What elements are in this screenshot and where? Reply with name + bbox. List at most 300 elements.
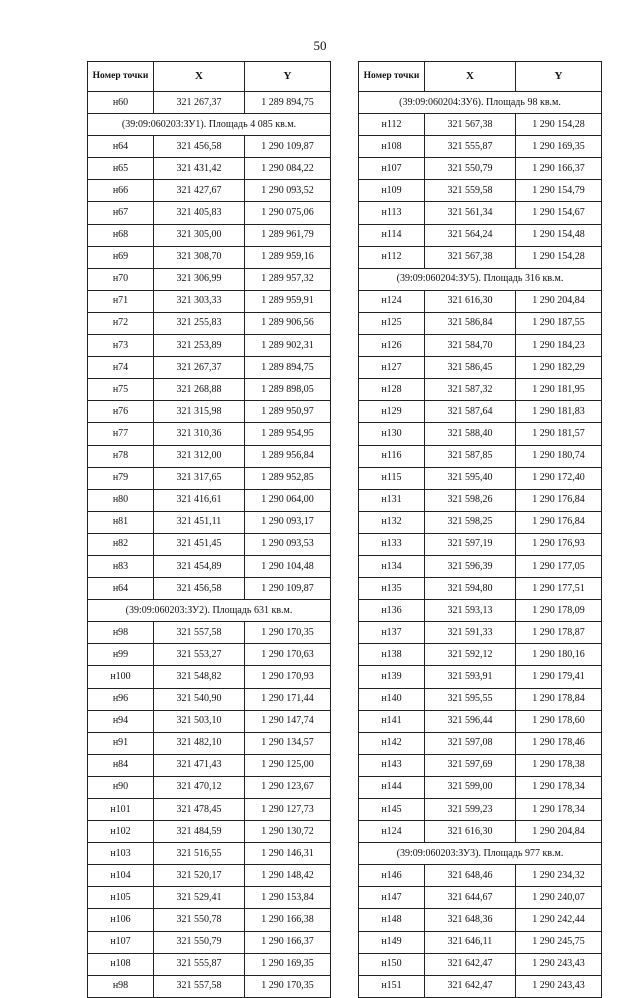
- y-coordinate-cell: 1 290 178,34: [516, 799, 602, 821]
- x-coordinate-cell: 321 516,55: [154, 843, 245, 865]
- y-coordinate-cell: 1 290 243,43: [516, 953, 602, 975]
- x-coordinate-cell: 321 599,23: [425, 799, 516, 821]
- y-coordinate-cell: 1 290 170,35: [245, 622, 331, 644]
- point-number-cell: н90: [88, 776, 154, 798]
- table-header-row: [88, 62, 331, 92]
- x-coordinate-cell: 321 644,67: [425, 887, 516, 909]
- point-number-cell: н129: [359, 401, 425, 423]
- point-number-cell: н82: [88, 533, 154, 555]
- y-coordinate-cell: 1 290 064,00: [245, 489, 331, 511]
- x-coordinate-cell: 321 588,40: [425, 423, 516, 445]
- table-row: [359, 821, 602, 843]
- point-number-cell: н72: [88, 312, 154, 334]
- table-row: [88, 688, 331, 710]
- y-coordinate-cell: 1 290 153,84: [245, 887, 331, 909]
- point-number-cell: н76: [88, 401, 154, 423]
- point-number-cell: н148: [359, 909, 425, 931]
- table-row: [88, 931, 331, 953]
- x-coordinate-cell: 321 529,41: [154, 887, 245, 909]
- point-number-cell: н107: [88, 931, 154, 953]
- table-row: [88, 489, 331, 511]
- x-coordinate-cell: 321 451,11: [154, 511, 245, 533]
- section-row: [88, 114, 331, 136]
- x-coordinate-cell: 321 567,38: [425, 246, 516, 268]
- point-number-cell: н126: [359, 335, 425, 357]
- table-row: [88, 268, 331, 290]
- x-coordinate-cell: 321 520,17: [154, 865, 245, 887]
- table-row: [359, 600, 602, 622]
- section-row: [359, 268, 602, 290]
- point-number-cell: н69: [88, 246, 154, 268]
- y-coordinate-cell: 1 290 178,09: [516, 600, 602, 622]
- section-row: [88, 600, 331, 622]
- y-coordinate-cell: 1 290 146,31: [245, 843, 331, 865]
- table-row: [359, 688, 602, 710]
- point-number-cell: н91: [88, 732, 154, 754]
- table-row: [88, 622, 331, 644]
- y-coordinate-cell: 1 290 130,72: [245, 821, 331, 843]
- point-number-cell: н113: [359, 202, 425, 224]
- point-number-cell: н108: [359, 136, 425, 158]
- y-coordinate-cell: 1 290 084,22: [245, 158, 331, 180]
- point-number-cell: н151: [359, 975, 425, 997]
- y-coordinate-cell: 1 290 166,37: [516, 158, 602, 180]
- point-number-cell: н146: [359, 865, 425, 887]
- x-coordinate-cell: 321 642,47: [425, 953, 516, 975]
- x-coordinate-cell: 321 317,65: [154, 467, 245, 489]
- point-number-cell: н147: [359, 887, 425, 909]
- x-coordinate-cell: 321 454,89: [154, 555, 245, 577]
- table-row: [88, 401, 331, 423]
- x-coordinate-cell: 321 595,55: [425, 688, 516, 710]
- point-number-cell: н66: [88, 180, 154, 202]
- point-number-cell: н105: [88, 887, 154, 909]
- x-coordinate-cell: 321 595,40: [425, 467, 516, 489]
- section-title: (39:09:060204:ЗУ6). Площадь 98 кв.м.: [359, 92, 602, 114]
- table-row: [88, 180, 331, 202]
- y-coordinate-cell: 1 290 127,73: [245, 799, 331, 821]
- table-row: [88, 732, 331, 754]
- x-coordinate-cell: 321 584,70: [425, 335, 516, 357]
- x-coordinate-cell: 321 431,42: [154, 158, 245, 180]
- table-row: [88, 467, 331, 489]
- x-coordinate-cell: 321 470,12: [154, 776, 245, 798]
- x-coordinate-cell: 321 648,36: [425, 909, 516, 931]
- section-row: [359, 92, 602, 114]
- y-coordinate-cell: 1 289 898,05: [245, 379, 331, 401]
- point-number-cell: н144: [359, 776, 425, 798]
- y-coordinate-cell: 1 290 178,60: [516, 710, 602, 732]
- table-row: [88, 357, 331, 379]
- x-coordinate-cell: 321 312,00: [154, 445, 245, 467]
- table-row: [88, 975, 331, 997]
- x-coordinate-cell: 321 503,10: [154, 710, 245, 732]
- y-coordinate-cell: 1 289 957,32: [245, 268, 331, 290]
- y-coordinate-cell: 1 290 169,35: [516, 136, 602, 158]
- table-row: [359, 202, 602, 224]
- table-row: [88, 754, 331, 776]
- y-coordinate-cell: 1 290 177,05: [516, 555, 602, 577]
- table-row: [359, 423, 602, 445]
- point-number-cell: н112: [359, 114, 425, 136]
- point-number-cell: н135: [359, 578, 425, 600]
- point-number-cell: н74: [88, 357, 154, 379]
- table-row: [359, 909, 602, 931]
- point-number-cell: н94: [88, 710, 154, 732]
- point-number-cell: н133: [359, 533, 425, 555]
- y-coordinate-cell: 1 290 187,55: [516, 312, 602, 334]
- table-row: [359, 114, 602, 136]
- y-coordinate-cell: 1 290 204,84: [516, 290, 602, 312]
- section-title: (39:09:060203:ЗУ1). Площадь 4 085 кв.м.: [88, 114, 331, 136]
- y-coordinate-cell: 1 290 184,23: [516, 335, 602, 357]
- table-row: [359, 136, 602, 158]
- point-number-cell: н127: [359, 357, 425, 379]
- x-coordinate-cell: 321 484,59: [154, 821, 245, 843]
- header-x: X: [425, 62, 516, 92]
- y-coordinate-cell: 1 290 181,83: [516, 401, 602, 423]
- x-coordinate-cell: 321 559,58: [425, 180, 516, 202]
- x-coordinate-cell: 321 555,87: [425, 136, 516, 158]
- y-coordinate-cell: 1 290 109,87: [245, 578, 331, 600]
- y-coordinate-cell: 1 290 170,35: [245, 975, 331, 997]
- point-number-cell: н102: [88, 821, 154, 843]
- x-coordinate-cell: 321 267,37: [154, 92, 245, 114]
- x-coordinate-cell: 321 478,45: [154, 799, 245, 821]
- x-coordinate-cell: 321 315,98: [154, 401, 245, 423]
- table-row: [359, 754, 602, 776]
- y-coordinate-cell: 1 290 093,17: [245, 511, 331, 533]
- y-coordinate-cell: 1 290 123,67: [245, 776, 331, 798]
- y-coordinate-cell: 1 290 170,63: [245, 644, 331, 666]
- table-row: [88, 312, 331, 334]
- point-number-cell: н75: [88, 379, 154, 401]
- section-title: (39:09:060203:ЗУ3). Площадь 977 кв.м.: [359, 843, 602, 865]
- point-number-cell: н130: [359, 423, 425, 445]
- y-coordinate-cell: 1 290 109,87: [245, 136, 331, 158]
- table-header-row: [359, 62, 602, 92]
- x-coordinate-cell: 321 405,83: [154, 202, 245, 224]
- table-row: [88, 821, 331, 843]
- x-coordinate-cell: 321 456,58: [154, 136, 245, 158]
- x-coordinate-cell: 321 648,46: [425, 865, 516, 887]
- y-coordinate-cell: 1 289 894,75: [245, 357, 331, 379]
- x-coordinate-cell: 321 591,33: [425, 622, 516, 644]
- table-row: [359, 644, 602, 666]
- y-coordinate-cell: 1 290 178,87: [516, 622, 602, 644]
- table-row: [88, 290, 331, 312]
- table-row: [359, 489, 602, 511]
- point-number-cell: н77: [88, 423, 154, 445]
- table-row: [359, 732, 602, 754]
- table-row: [88, 710, 331, 732]
- table-row: [359, 555, 602, 577]
- table-row: [359, 246, 602, 268]
- table-row: [88, 533, 331, 555]
- y-coordinate-cell: 1 290 180,74: [516, 445, 602, 467]
- x-coordinate-cell: 321 557,58: [154, 622, 245, 644]
- point-number-cell: н124: [359, 821, 425, 843]
- x-coordinate-cell: 321 596,39: [425, 555, 516, 577]
- x-coordinate-cell: 321 557,58: [154, 975, 245, 997]
- y-coordinate-cell: 1 290 181,95: [516, 379, 602, 401]
- y-coordinate-cell: 1 290 148,42: [245, 865, 331, 887]
- x-coordinate-cell: 321 598,26: [425, 489, 516, 511]
- x-coordinate-cell: 321 586,84: [425, 312, 516, 334]
- table-row: [359, 357, 602, 379]
- section-title: (39:09:060203:ЗУ2). Площадь 631 кв.м.: [88, 600, 331, 622]
- point-number-cell: н139: [359, 666, 425, 688]
- table-row: [88, 335, 331, 357]
- y-coordinate-cell: 1 290 240,07: [516, 887, 602, 909]
- y-coordinate-cell: 1 290 182,29: [516, 357, 602, 379]
- y-coordinate-cell: 1 289 956,84: [245, 445, 331, 467]
- point-number-cell: н103: [88, 843, 154, 865]
- point-number-cell: н106: [88, 909, 154, 931]
- y-coordinate-cell: 1 290 181,57: [516, 423, 602, 445]
- x-coordinate-cell: 321 550,79: [425, 158, 516, 180]
- point-number-cell: н128: [359, 379, 425, 401]
- point-number-cell: н67: [88, 202, 154, 224]
- point-number-cell: н115: [359, 467, 425, 489]
- point-number-cell: н107: [359, 158, 425, 180]
- table-row: [88, 511, 331, 533]
- x-coordinate-cell: 321 564,24: [425, 224, 516, 246]
- x-coordinate-cell: 321 594,80: [425, 578, 516, 600]
- table-row: [88, 865, 331, 887]
- x-coordinate-cell: 321 616,30: [425, 290, 516, 312]
- y-coordinate-cell: 1 290 172,40: [516, 467, 602, 489]
- y-coordinate-cell: 1 289 902,31: [245, 335, 331, 357]
- point-number-cell: н150: [359, 953, 425, 975]
- x-coordinate-cell: 321 598,25: [425, 511, 516, 533]
- point-number-cell: н101: [88, 799, 154, 821]
- point-number-cell: н81: [88, 511, 154, 533]
- x-coordinate-cell: 321 306,99: [154, 268, 245, 290]
- x-coordinate-cell: 321 587,64: [425, 401, 516, 423]
- table-row: [359, 776, 602, 798]
- table-row: [359, 290, 602, 312]
- point-number-cell: н112: [359, 246, 425, 268]
- page-number: 50: [313, 38, 327, 53]
- point-number-cell: н70: [88, 268, 154, 290]
- y-coordinate-cell: 1 289 961,79: [245, 224, 331, 246]
- point-number-cell: н108: [88, 953, 154, 975]
- table-row: [359, 931, 602, 953]
- table-row: [359, 975, 602, 997]
- point-number-cell: н131: [359, 489, 425, 511]
- y-coordinate-cell: 1 289 952,85: [245, 467, 331, 489]
- header-x: X: [154, 62, 245, 92]
- x-coordinate-cell: 321 561,34: [425, 202, 516, 224]
- table-row: [359, 578, 602, 600]
- table-row: [359, 799, 602, 821]
- table-row: [88, 246, 331, 268]
- x-coordinate-cell: 321 303,33: [154, 290, 245, 312]
- x-coordinate-cell: 321 642,47: [425, 975, 516, 997]
- table-row: [88, 644, 331, 666]
- y-coordinate-cell: 1 289 959,91: [245, 290, 331, 312]
- table-row: [359, 533, 602, 555]
- table-row: [359, 312, 602, 334]
- y-coordinate-cell: 1 290 178,38: [516, 754, 602, 776]
- x-coordinate-cell: 321 268,88: [154, 379, 245, 401]
- header-y: Y: [516, 62, 602, 92]
- y-coordinate-cell: 1 290 093,53: [245, 533, 331, 555]
- y-coordinate-cell: 1 289 954,95: [245, 423, 331, 445]
- point-number-cell: н68: [88, 224, 154, 246]
- table-row: [359, 335, 602, 357]
- table-row: [359, 511, 602, 533]
- point-number-cell: н104: [88, 865, 154, 887]
- point-number-cell: н140: [359, 688, 425, 710]
- table-row: [359, 865, 602, 887]
- point-number-cell: н80: [88, 489, 154, 511]
- point-number-cell: н100: [88, 666, 154, 688]
- x-coordinate-cell: 321 553,27: [154, 644, 245, 666]
- y-coordinate-cell: 1 290 178,34: [516, 776, 602, 798]
- y-coordinate-cell: 1 290 104,48: [245, 555, 331, 577]
- y-coordinate-cell: 1 290 179,41: [516, 666, 602, 688]
- y-coordinate-cell: 1 290 169,35: [245, 953, 331, 975]
- x-coordinate-cell: 321 567,38: [425, 114, 516, 136]
- y-coordinate-cell: 1 289 906,56: [245, 312, 331, 334]
- y-coordinate-cell: 1 290 154,67: [516, 202, 602, 224]
- table-row: [88, 136, 331, 158]
- point-number-cell: н73: [88, 335, 154, 357]
- y-coordinate-cell: 1 290 242,44: [516, 909, 602, 931]
- point-number-cell: н137: [359, 622, 425, 644]
- y-coordinate-cell: 1 290 243,43: [516, 975, 602, 997]
- table-row: [88, 799, 331, 821]
- coordinates-table-right: [358, 61, 602, 998]
- x-coordinate-cell: 321 540,90: [154, 688, 245, 710]
- header-point-number: Номер точки: [359, 62, 425, 92]
- x-coordinate-cell: 321 550,78: [154, 909, 245, 931]
- table-row: [88, 578, 331, 600]
- table-row: [88, 909, 331, 931]
- point-number-cell: н99: [88, 644, 154, 666]
- table-row: [88, 953, 331, 975]
- point-number-cell: н78: [88, 445, 154, 467]
- x-coordinate-cell: 321 593,91: [425, 666, 516, 688]
- x-coordinate-cell: 321 597,19: [425, 533, 516, 555]
- x-coordinate-cell: 321 596,44: [425, 710, 516, 732]
- x-coordinate-cell: 321 646,11: [425, 931, 516, 953]
- point-number-cell: н124: [359, 290, 425, 312]
- point-number-cell: н109: [359, 180, 425, 202]
- x-coordinate-cell: 321 305,00: [154, 224, 245, 246]
- y-coordinate-cell: 1 290 093,52: [245, 180, 331, 202]
- x-coordinate-cell: 321 550,79: [154, 931, 245, 953]
- header-y: Y: [245, 62, 331, 92]
- y-coordinate-cell: 1 290 176,84: [516, 489, 602, 511]
- table-row: [88, 423, 331, 445]
- point-number-cell: н143: [359, 754, 425, 776]
- point-number-cell: н136: [359, 600, 425, 622]
- table-row: [359, 379, 602, 401]
- y-coordinate-cell: 1 290 154,28: [516, 246, 602, 268]
- section-title: (39:09:060204:ЗУ5). Площадь 316 кв.м.: [359, 268, 602, 290]
- table-row: [88, 666, 331, 688]
- table-row: [88, 379, 331, 401]
- table-row: [88, 445, 331, 467]
- y-coordinate-cell: 1 290 134,57: [245, 732, 331, 754]
- y-coordinate-cell: 1 290 171,44: [245, 688, 331, 710]
- coordinates-table-left: [87, 61, 331, 998]
- point-number-cell: н116: [359, 445, 425, 467]
- x-coordinate-cell: 321 587,85: [425, 445, 516, 467]
- point-number-cell: н84: [88, 754, 154, 776]
- table-row: [88, 92, 331, 114]
- table-row: [359, 401, 602, 423]
- y-coordinate-cell: 1 290 178,46: [516, 732, 602, 754]
- section-row: [359, 843, 602, 865]
- table-row: [359, 445, 602, 467]
- point-number-cell: н132: [359, 511, 425, 533]
- x-coordinate-cell: 321 616,30: [425, 821, 516, 843]
- table-row: [359, 953, 602, 975]
- y-coordinate-cell: 1 290 234,32: [516, 865, 602, 887]
- table-row: [359, 467, 602, 489]
- table-row: [359, 710, 602, 732]
- x-coordinate-cell: 321 555,87: [154, 953, 245, 975]
- x-coordinate-cell: 321 548,82: [154, 666, 245, 688]
- y-coordinate-cell: 1 290 180,16: [516, 644, 602, 666]
- table-row: [359, 224, 602, 246]
- x-coordinate-cell: 321 427,67: [154, 180, 245, 202]
- point-number-cell: н134: [359, 555, 425, 577]
- y-coordinate-cell: 1 289 950,97: [245, 401, 331, 423]
- point-number-cell: н138: [359, 644, 425, 666]
- point-number-cell: н65: [88, 158, 154, 180]
- y-coordinate-cell: 1 290 166,38: [245, 909, 331, 931]
- x-coordinate-cell: 321 456,58: [154, 578, 245, 600]
- point-number-cell: н141: [359, 710, 425, 732]
- y-coordinate-cell: 1 289 894,75: [245, 92, 331, 114]
- y-coordinate-cell: 1 290 245,75: [516, 931, 602, 953]
- y-coordinate-cell: 1 290 147,74: [245, 710, 331, 732]
- y-coordinate-cell: 1 289 959,16: [245, 246, 331, 268]
- y-coordinate-cell: 1 290 154,79: [516, 180, 602, 202]
- point-number-cell: н145: [359, 799, 425, 821]
- point-number-cell: н98: [88, 622, 154, 644]
- x-coordinate-cell: 321 310,36: [154, 423, 245, 445]
- x-coordinate-cell: 321 471,43: [154, 754, 245, 776]
- y-coordinate-cell: 1 290 125,00: [245, 754, 331, 776]
- table-row: [88, 843, 331, 865]
- point-number-cell: н114: [359, 224, 425, 246]
- point-number-cell: н96: [88, 688, 154, 710]
- point-number-cell: н71: [88, 290, 154, 312]
- x-coordinate-cell: 321 597,69: [425, 754, 516, 776]
- table-row: [359, 180, 602, 202]
- point-number-cell: н83: [88, 555, 154, 577]
- y-coordinate-cell: 1 290 170,93: [245, 666, 331, 688]
- x-coordinate-cell: 321 586,45: [425, 357, 516, 379]
- point-number-cell: н60: [88, 92, 154, 114]
- table-row: [88, 776, 331, 798]
- table-row: [359, 622, 602, 644]
- x-coordinate-cell: 321 597,08: [425, 732, 516, 754]
- point-number-cell: н149: [359, 931, 425, 953]
- table-row: [88, 224, 331, 246]
- header-point-number: Номер точки: [88, 62, 154, 92]
- point-number-cell: н64: [88, 578, 154, 600]
- point-number-cell: н64: [88, 136, 154, 158]
- x-coordinate-cell: 321 592,12: [425, 644, 516, 666]
- x-coordinate-cell: 321 308,70: [154, 246, 245, 268]
